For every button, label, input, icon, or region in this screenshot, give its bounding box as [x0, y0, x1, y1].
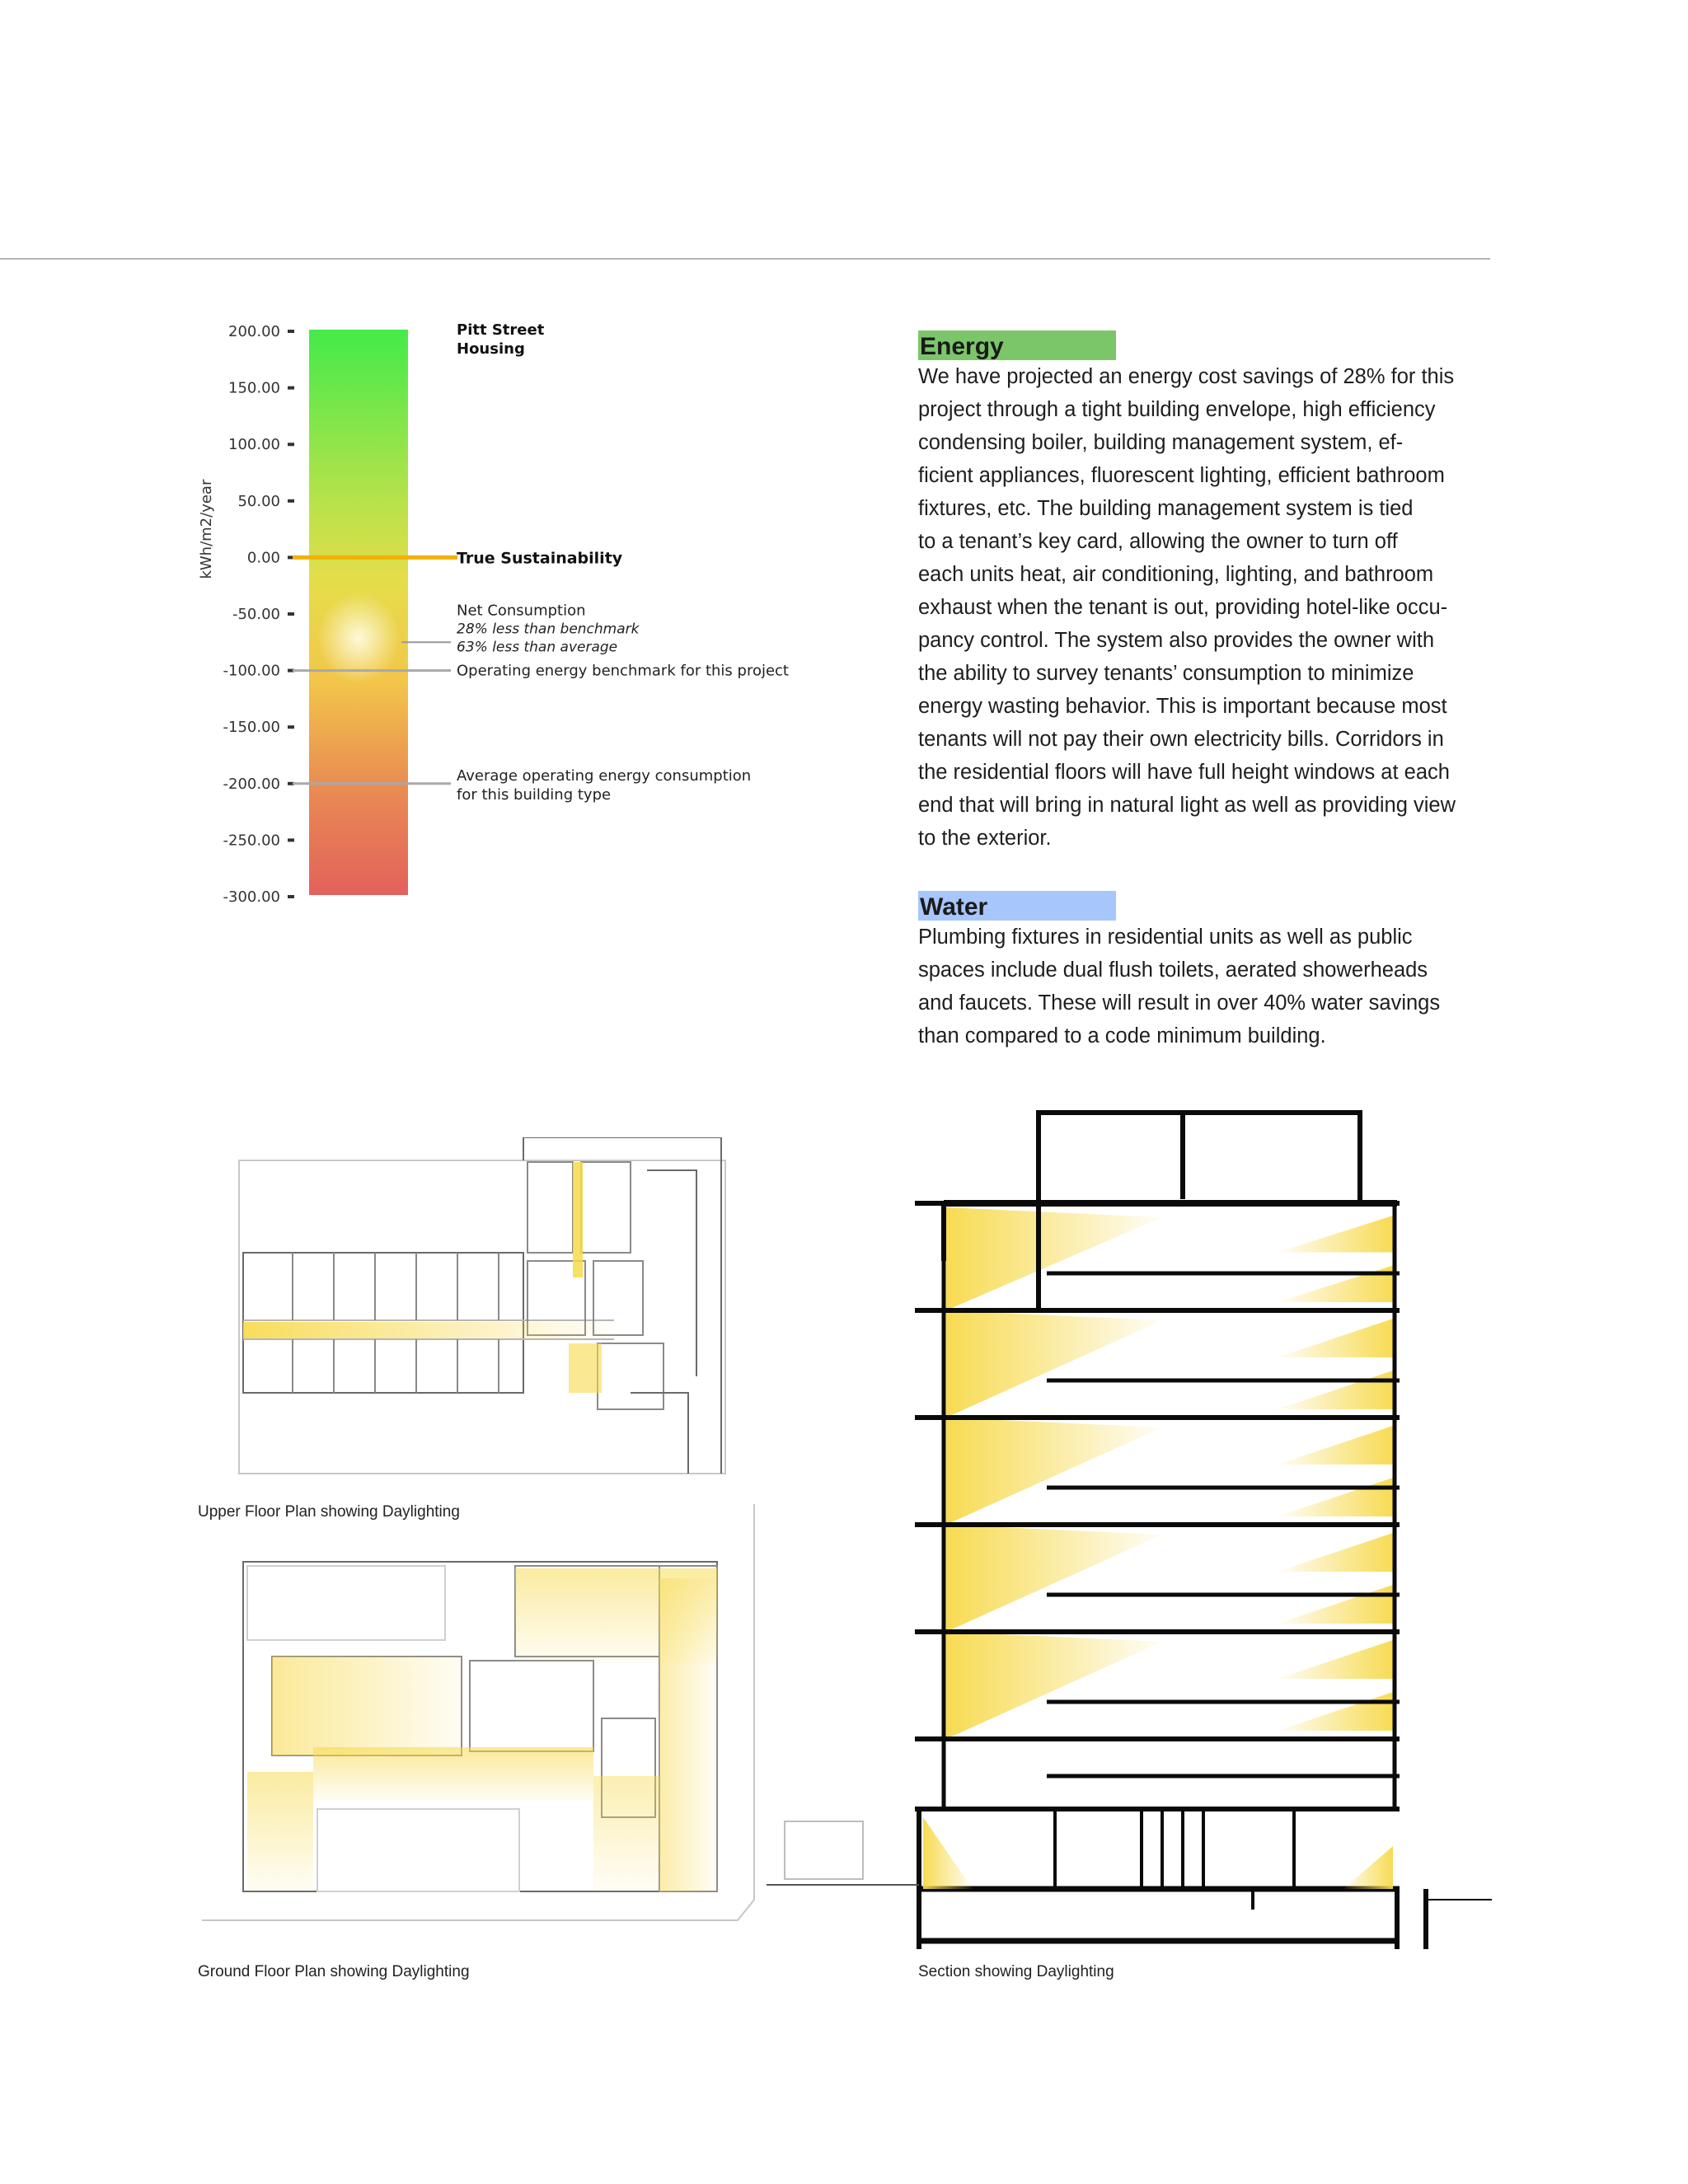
daylight-wedge: [1278, 1478, 1393, 1516]
upper-floor-plan: [235, 1137, 729, 1483]
water-line: than compared to a code minimum building.: [918, 1024, 1326, 1047]
energy-line: end that will bring in natural light as well as providing view: [918, 794, 1456, 817]
energy-heading: Energy: [918, 330, 1116, 360]
energy-line: ficient appliances, fluorescent lighting, efficient bathroom: [918, 464, 1445, 487]
net-consumption-vs-average: 63% less than average: [457, 639, 618, 656]
water-section: [918, 891, 1495, 1052]
y-tick-label: 200.00: [228, 323, 280, 340]
daylight-wedge: [1278, 1371, 1393, 1409]
energy-scale-chart: [185, 313, 845, 923]
daylight-wedge: [1278, 1533, 1393, 1572]
true-sustainability-label: True Sustainability: [457, 549, 623, 568]
energy-line: We have projected an energy cost savings of 28% for this: [918, 365, 1455, 388]
energy-line: condensing boiler, building management system, ef-: [918, 431, 1404, 454]
water-heading: Water: [918, 891, 1116, 921]
y-tick-label: -250.00: [223, 832, 280, 850]
energy-line: the residential floors will have full height windows at each: [918, 761, 1450, 784]
y-tick-mark: [288, 443, 294, 446]
water-line: and faucets. These will result in over 40% water savings: [918, 991, 1441, 1015]
building-section: [767, 1076, 1492, 1953]
energy-line: project through a tight building envelope, high efficiency: [918, 398, 1436, 421]
water-line: spaces include dual flush toilets, aerated showerheads: [918, 958, 1428, 982]
daylight-wedge: [946, 1207, 1162, 1310]
daylight-wedge: [1278, 1319, 1393, 1357]
y-tick-label: 100.00: [228, 436, 280, 454]
daylight-wedge: [946, 1632, 1162, 1739]
y-tick-label: -200.00: [223, 775, 280, 793]
y-tick-mark: [288, 387, 294, 390]
average-label-line1: Average operating energy consumption: [457, 766, 752, 785]
energy-line: each units heat, air conditioning, lighting, and bathroom: [918, 563, 1434, 586]
water-body: [918, 921, 1495, 1052]
water-line: Plumbing fixtures in residential units as well as public: [918, 926, 1413, 949]
y-tick-label: -150.00: [223, 719, 280, 737]
daylight-wedge: [1278, 1216, 1393, 1253]
daylight-wedge: [946, 1525, 1162, 1632]
energy-line: energy wasting behavior. This is important because most: [918, 695, 1447, 718]
y-tick-label: 0.00: [246, 549, 280, 567]
daylight-wedge: [1278, 1426, 1393, 1465]
net-consumption-vs-benchmark: 28% less than benchmark: [457, 621, 640, 638]
y-tick-label: -50.00: [232, 606, 280, 623]
energy-line: the ability to survey tenants’ consumption to minimize: [918, 662, 1414, 685]
energy-body: [918, 360, 1495, 855]
average-label-line2: for this building type: [457, 785, 612, 804]
y-tick-label: 50.00: [237, 492, 280, 510]
y-tick-mark: [288, 330, 294, 333]
y-tick-label: -300.00: [223, 888, 280, 906]
daylight-wedge: [1278, 1585, 1393, 1624]
net-consumption-label: Net Consumption: [457, 602, 586, 620]
energy-line: to a tenant’s key card, allowing the owner to turn off: [918, 530, 1398, 553]
daylight-wedge: [1278, 1692, 1393, 1731]
energy-line: pancy control. The system also provides the owner with: [918, 629, 1434, 652]
daylight-wedge: [946, 1418, 1162, 1525]
y-tick-mark: [288, 838, 294, 841]
energy-line: tenants will not pay their own electricity bills. Corridors in: [918, 728, 1444, 751]
y-tick-label: -100.00: [223, 662, 280, 680]
daylight-wedge: [946, 1310, 1162, 1418]
header-rule: [0, 258, 1490, 260]
energy-line: to the exterior.: [918, 827, 1052, 850]
y-tick-mark: [288, 895, 294, 898]
y-axis-label: kWh/m2/year: [198, 479, 215, 579]
y-tick-mark: [288, 725, 294, 729]
daylight-wedge: [1278, 1266, 1393, 1303]
ground-plan-caption: Ground Floor Plan showing Daylighting: [198, 1963, 470, 1980]
daylight-wedge: [1278, 1640, 1393, 1679]
y-tick-mark: [288, 499, 294, 503]
section-caption: Section showing Daylighting: [918, 1963, 1114, 1980]
y-tick-label: 150.00: [228, 379, 280, 397]
energy-section: [918, 330, 1495, 855]
energy-line: fixtures, etc. The building management system is tied: [918, 497, 1414, 520]
y-tick-mark: [288, 612, 294, 616]
ground-floor-plan: [198, 1504, 758, 1937]
upper-plan-caption: Upper Floor Plan showing Daylighting: [198, 1503, 460, 1521]
energy-line: exhaust when the tenant is out, providing hotel-like occu-: [918, 596, 1448, 619]
benchmark-label: Operating energy benchmark for this project: [457, 662, 789, 680]
chart-title-line2: Housing: [457, 340, 525, 358]
chart-title-line1: Pitt Street: [457, 321, 545, 339]
